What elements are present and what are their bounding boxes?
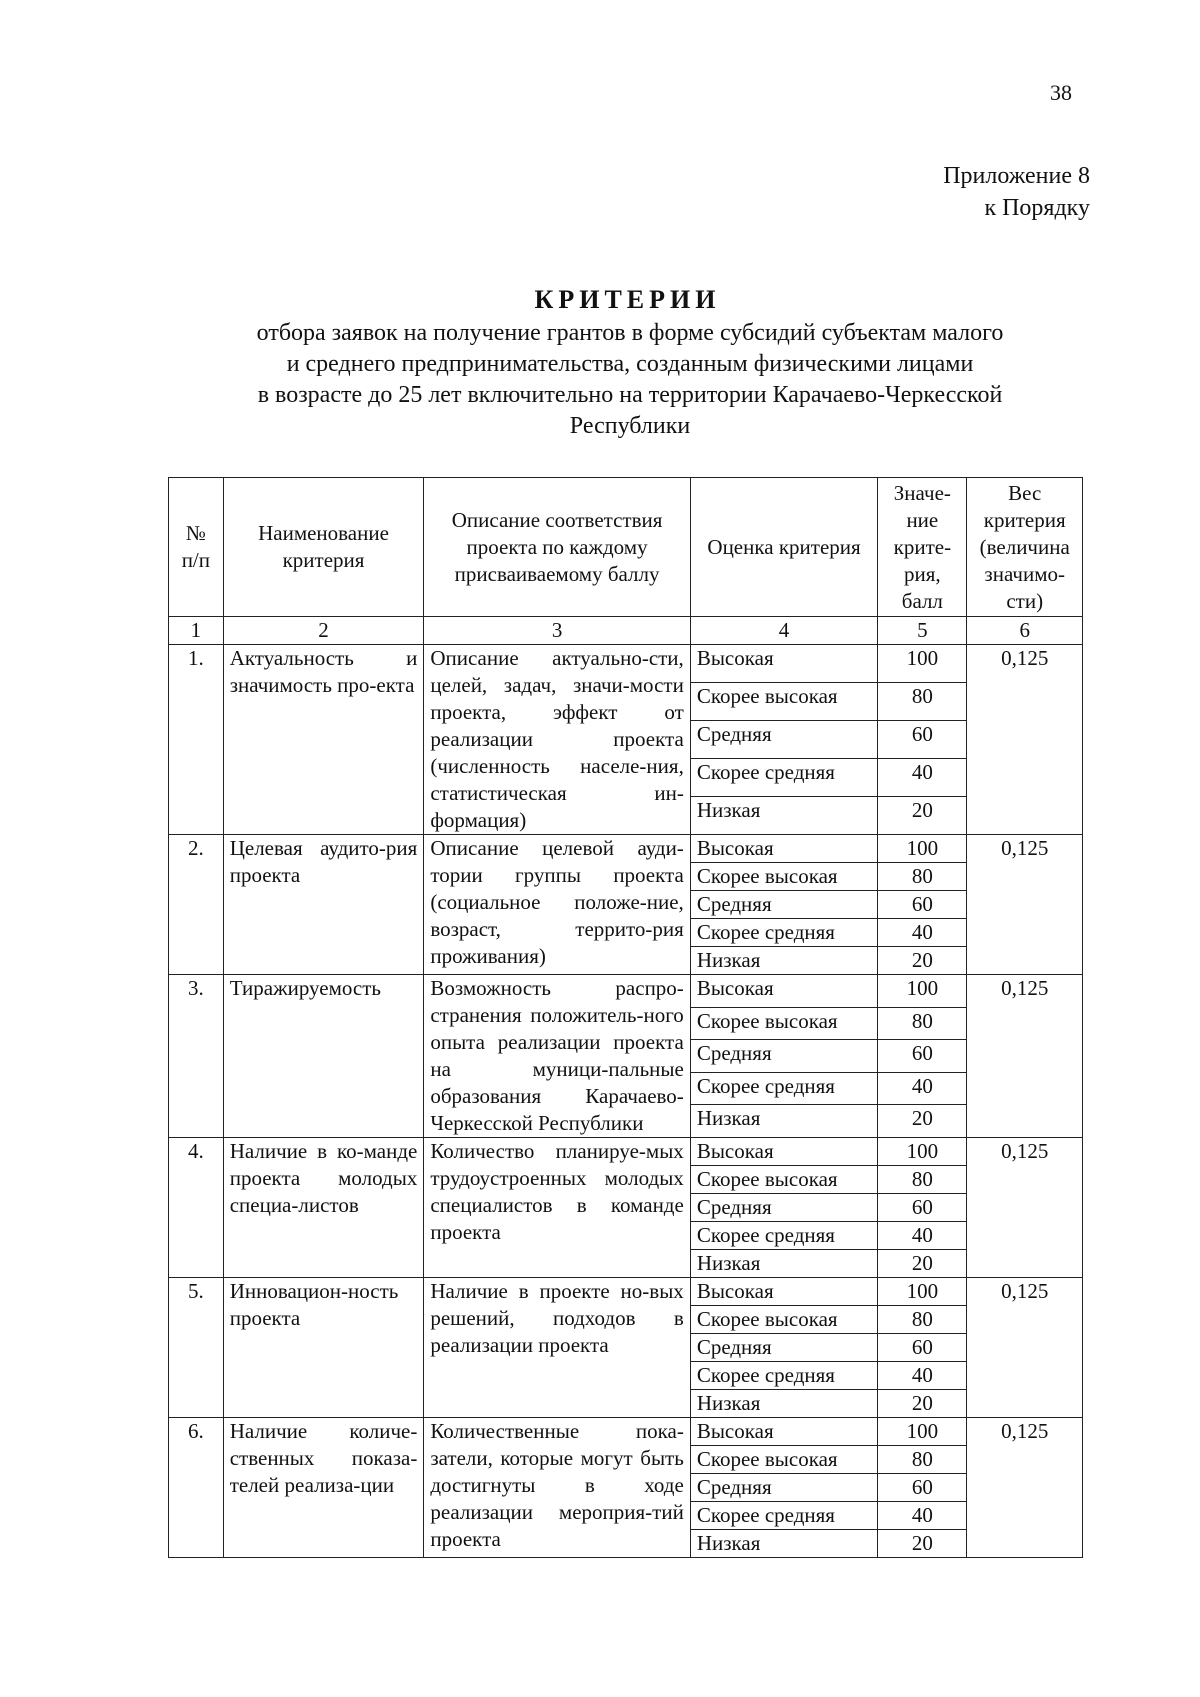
- subtitle-line: в возрасте до 25 лет включительно на территории Карачаево-Черкесской: [257, 382, 1003, 408]
- criterion-name: Инновацион-ность проекта: [223, 1278, 424, 1418]
- grade-value: 60: [878, 1194, 967, 1222]
- criterion-name: Наличие количе-ственных показа-телей реализа-ции: [223, 1418, 424, 1558]
- criterion-number: 5.: [169, 1278, 224, 1418]
- grade-value: 100: [878, 1138, 967, 1166]
- header-num: № п/п: [169, 478, 224, 617]
- criterion-number: 1.: [169, 645, 224, 835]
- header-grade: Оценка критерия: [690, 478, 877, 617]
- grade-label: Скорее высокая: [690, 863, 877, 891]
- grade-value: 80: [878, 1306, 967, 1334]
- grade-value: 20: [878, 1105, 967, 1138]
- grade-value: 20: [878, 1530, 967, 1558]
- header-value: Значе-ние крите-рия, балл: [878, 478, 967, 617]
- subtitle-line: и среднего предпринимательства, созданным физическими лицами: [286, 351, 974, 377]
- criteria-table: [168, 477, 1083, 1558]
- table-header-row: [169, 478, 1083, 617]
- grade-label: Высокая: [690, 835, 877, 863]
- grade-value: 60: [878, 721, 967, 759]
- grade-value: 40: [878, 919, 967, 947]
- header-description: Описание соответствия проекта по каждому присваиваемому баллу: [424, 478, 690, 617]
- grade-label: Средняя: [690, 1334, 877, 1362]
- criterion-weight: 0,125: [967, 975, 1083, 1138]
- grade-label: Средняя: [690, 1040, 877, 1073]
- criterion-weight: 0,125: [967, 1278, 1083, 1418]
- grade-value: 20: [878, 1390, 967, 1418]
- criterion-weight: 0,125: [967, 645, 1083, 835]
- grade-value: 80: [878, 1446, 967, 1474]
- grade-value: 80: [878, 683, 967, 721]
- grade-label: Скорее высокая: [690, 1007, 877, 1040]
- grade-value: 40: [878, 1502, 967, 1530]
- grade-value: 80: [878, 863, 967, 891]
- column-number: 5: [878, 617, 967, 645]
- grade-label: Скорее средняя: [690, 759, 877, 797]
- criterion-description: Наличие в проекте но-вых решений, подходов в реализации проекта: [424, 1278, 690, 1418]
- grade-value: 20: [878, 947, 967, 975]
- header-name: Наименование критерия: [223, 478, 424, 617]
- grade-value: 100: [878, 645, 967, 683]
- grade-value: 60: [878, 1474, 967, 1502]
- grade-label: Скорее высокая: [690, 683, 877, 721]
- appendix-line: к Порядку: [984, 195, 1090, 221]
- criterion-name: Актуальность и значимость про-екта: [223, 645, 424, 835]
- criterion-number: 2.: [169, 835, 224, 975]
- grade-label: Скорее высокая: [690, 1306, 877, 1334]
- grade-label: Средняя: [690, 721, 877, 759]
- criterion-row: [169, 975, 1083, 1008]
- grade-label: Низкая: [690, 1105, 877, 1138]
- criterion-row: [169, 1138, 1083, 1166]
- criterion-weight: 0,125: [967, 835, 1083, 975]
- grade-label: Скорее высокая: [690, 1166, 877, 1194]
- column-number: 4: [690, 617, 877, 645]
- grade-label: Низкая: [690, 1250, 877, 1278]
- grade-label: Высокая: [690, 975, 877, 1008]
- grade-label: Средняя: [690, 891, 877, 919]
- grade-value: 100: [878, 835, 967, 863]
- criterion-number: 3.: [169, 975, 224, 1138]
- criterion-row: [169, 835, 1083, 863]
- criterion-row: [169, 645, 1083, 683]
- criterion-description: Возможность распро-странения положитель-ного опыта реализации проекта на муници-пальные образования Карачаево-Черкесской Республики: [424, 975, 690, 1138]
- grade-value: 100: [878, 1278, 967, 1306]
- criterion-description: Количество планируе-мых трудоустроенных молодых специалистов в команде проекта: [424, 1138, 690, 1278]
- page-number: 38: [1050, 80, 1072, 105]
- grade-label: Скорее средняя: [690, 1222, 877, 1250]
- grade-value: 60: [878, 1334, 967, 1362]
- grade-value: 100: [878, 975, 967, 1008]
- grade-value: 80: [878, 1166, 967, 1194]
- document-subtitle: [180, 318, 1080, 442]
- criterion-row: [169, 1418, 1083, 1446]
- appendix-line: Приложение 8: [943, 163, 1090, 189]
- criteria-table-body: [169, 645, 1083, 1558]
- column-number: 1: [169, 617, 224, 645]
- grade-label: Низкая: [690, 1530, 877, 1558]
- grade-value: 100: [878, 1418, 967, 1446]
- grade-label: Средняя: [690, 1474, 877, 1502]
- grade-value: 40: [878, 1222, 967, 1250]
- grade-label: Скорее средняя: [690, 1072, 877, 1105]
- criterion-name: Целевая аудито-рия проекта: [223, 835, 424, 975]
- criterion-name: Наличие в ко-манде проекта молодых специа-листов: [223, 1138, 424, 1278]
- criterion-number: 6.: [169, 1418, 224, 1558]
- column-number: 2: [223, 617, 424, 645]
- header-weight: Вес критерия (величина значимо-сти): [967, 478, 1083, 617]
- grade-value: 20: [878, 797, 967, 835]
- criterion-name: Тиражируемость: [223, 975, 424, 1138]
- criterion-weight: 0,125: [967, 1138, 1083, 1278]
- grade-label: Скорее средняя: [690, 1502, 877, 1530]
- grade-label: Высокая: [690, 1138, 877, 1166]
- grade-label: Средняя: [690, 1194, 877, 1222]
- criterion-number: 4.: [169, 1138, 224, 1278]
- grade-value: 40: [878, 1362, 967, 1390]
- subtitle-line: Республики: [569, 413, 691, 439]
- criterion-description: Количественные пока-затели, которые могут быть достигнуты в ходе реализации мероприя-тий проекта: [424, 1418, 690, 1558]
- grade-label: Низкая: [690, 797, 877, 835]
- criterion-row: [169, 1278, 1083, 1306]
- column-number: 3: [424, 617, 690, 645]
- column-number: 6: [967, 617, 1083, 645]
- grade-label: Высокая: [690, 645, 877, 683]
- subtitle-line: отбора заявок на получение грантов в форме субсидий субъектам малого: [256, 320, 1004, 346]
- grade-value: 20: [878, 1250, 967, 1278]
- grade-label: Низкая: [690, 1390, 877, 1418]
- criterion-description: Описание целевой ауди-тории группы проекта (социальное положе-ние, возраст, террито-рия проживания): [424, 835, 690, 975]
- column-number-row: [169, 617, 1083, 645]
- grade-label: Высокая: [690, 1278, 877, 1306]
- criterion-weight: 0,125: [967, 1418, 1083, 1558]
- grade-label: Низкая: [690, 947, 877, 975]
- grade-value: 60: [878, 891, 967, 919]
- grade-label: Высокая: [690, 1418, 877, 1446]
- grade-value: 60: [878, 1040, 967, 1073]
- grade-value: 40: [878, 1072, 967, 1105]
- document-title: КРИТЕРИИ: [534, 285, 721, 314]
- grade-value: 80: [878, 1007, 967, 1040]
- grade-label: Скорее средняя: [690, 1362, 877, 1390]
- criterion-description: Описание актуально-сти, целей, задач, значи-мости проекта, эффект от реализации проекта (численность населе-ния, статистическая ин-формация): [424, 645, 690, 835]
- grade-label: Скорее средняя: [690, 919, 877, 947]
- appendix-reference: [943, 160, 1090, 224]
- grade-value: 40: [878, 759, 967, 797]
- grade-label: Скорее высокая: [690, 1446, 877, 1474]
